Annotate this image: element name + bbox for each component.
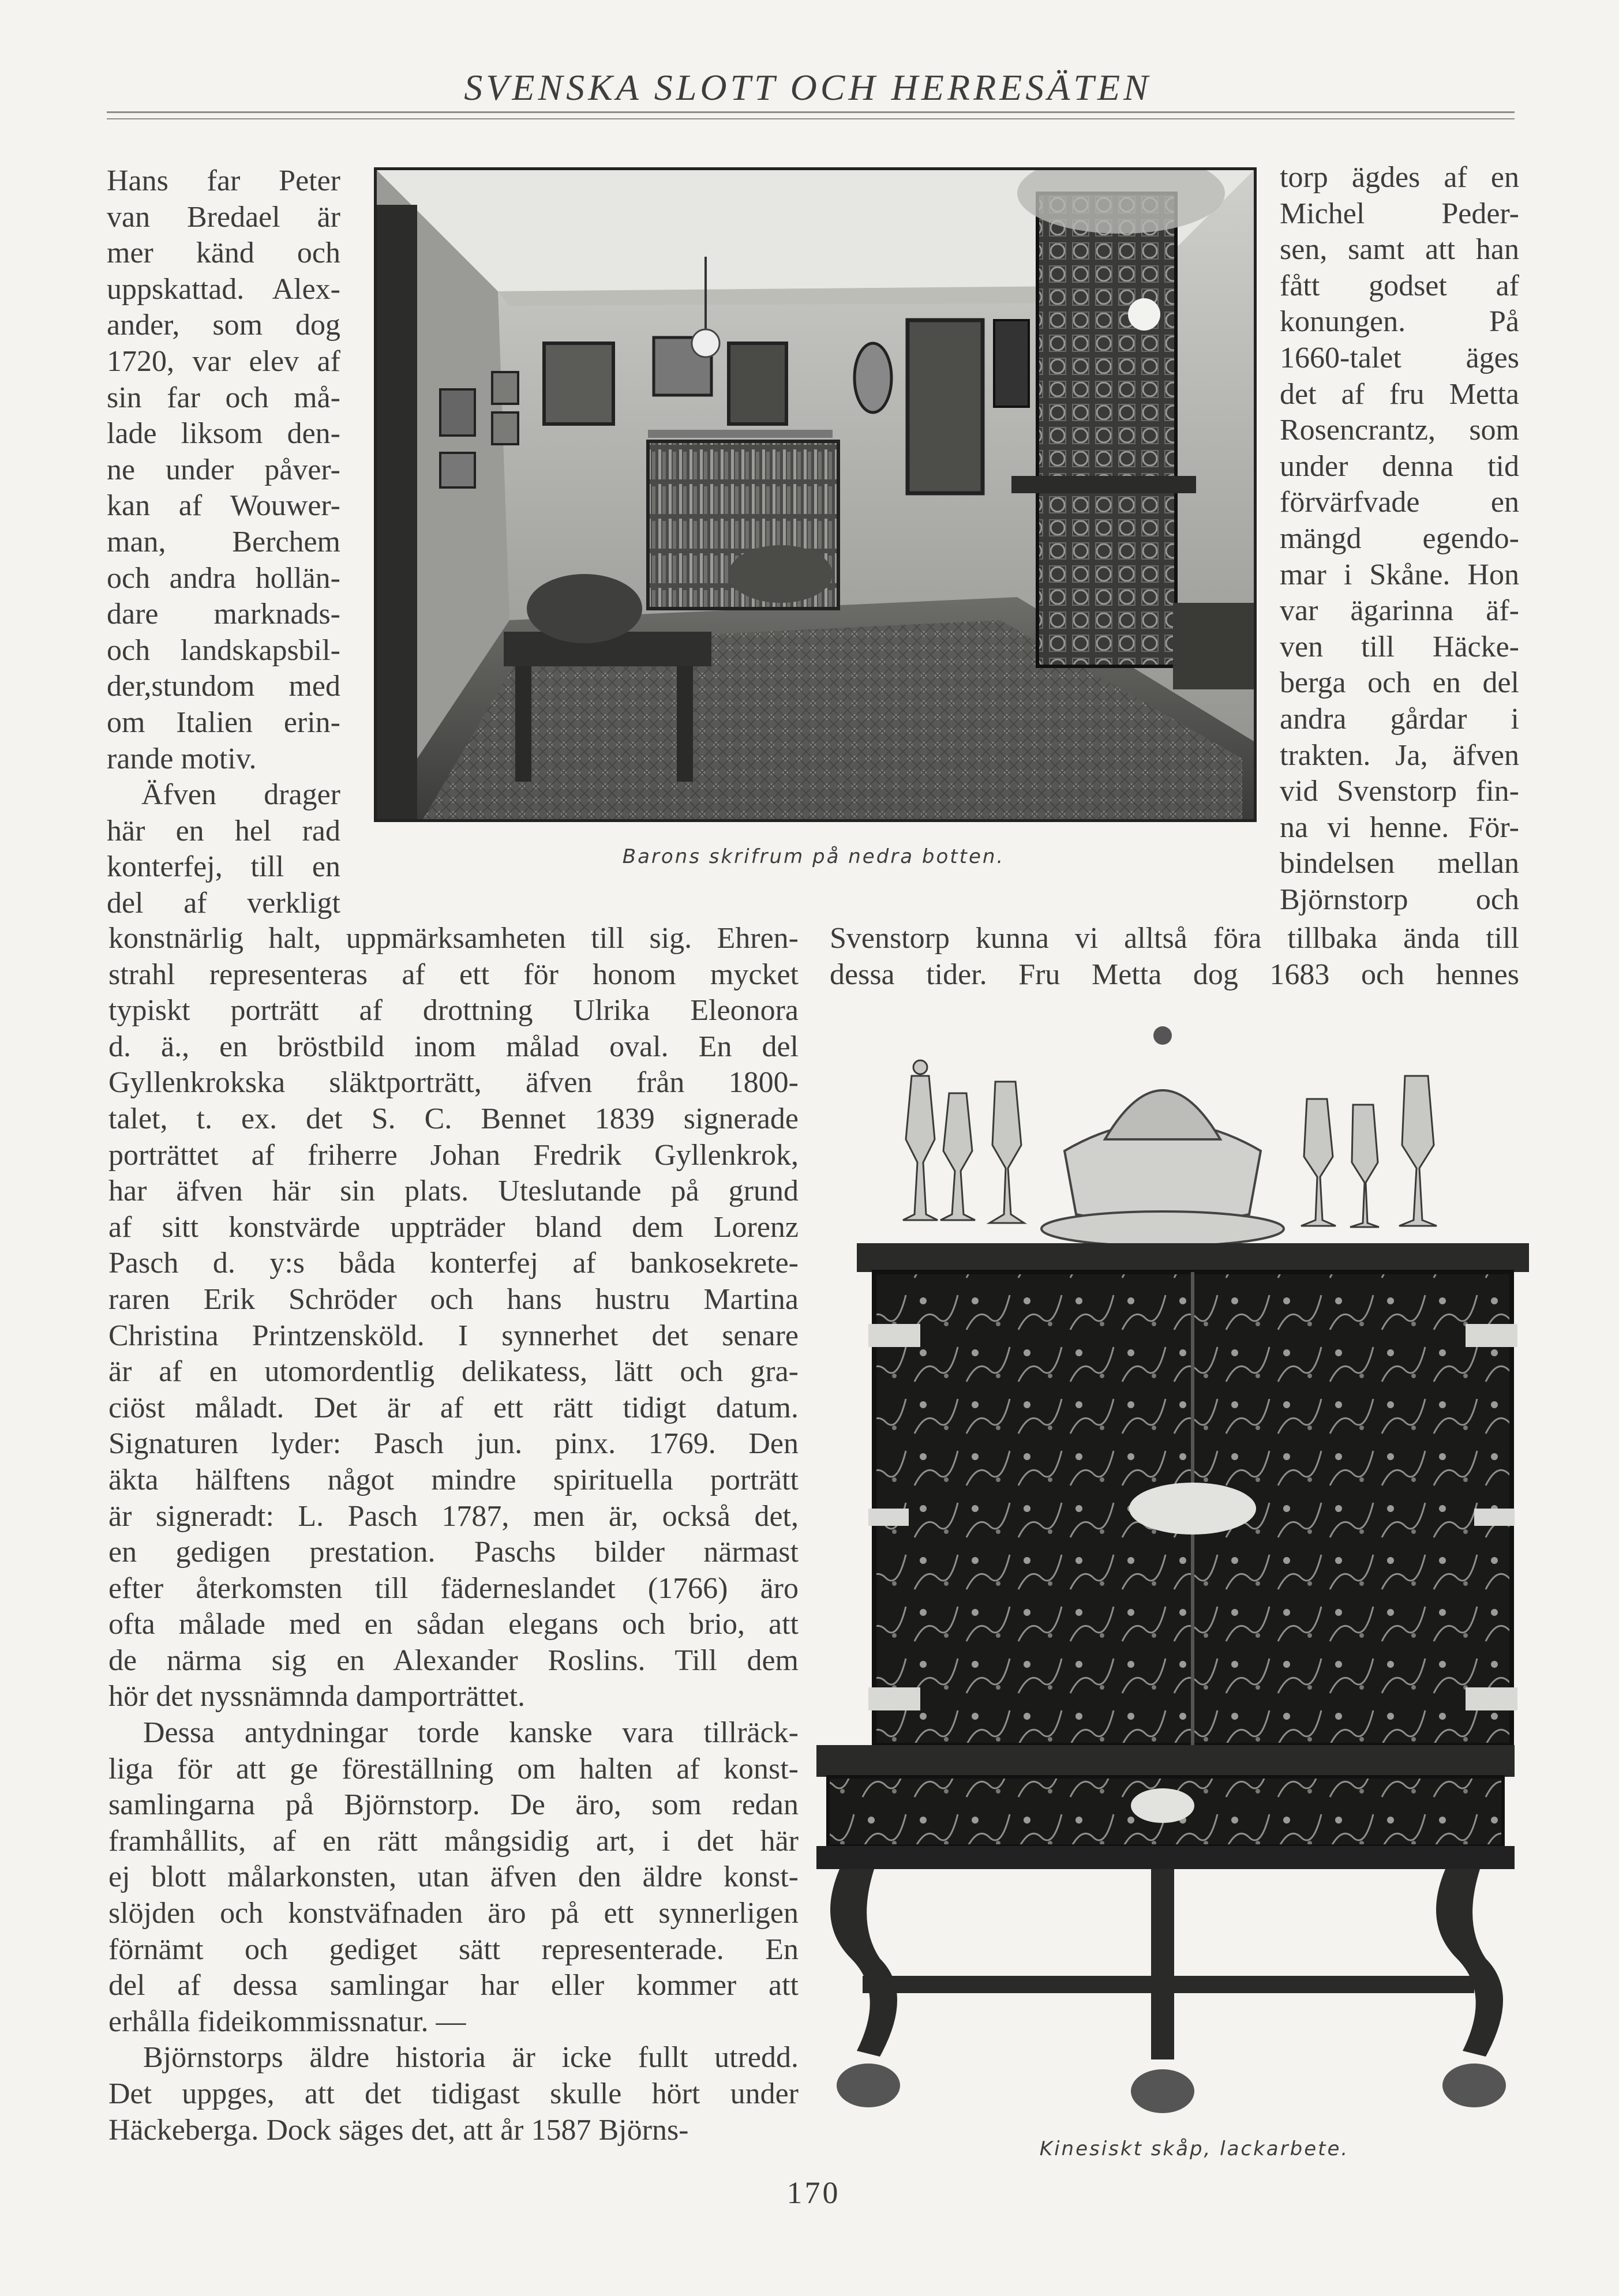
text-line: är signeradt: L. Pasch 1787, men är, också det, bbox=[108, 1499, 799, 1533]
text-line: Christina Printzensköld. I synnerhet det senare bbox=[108, 1319, 799, 1352]
cabinet-caption: Kinesiskt skåp, lackarbete. bbox=[1039, 2137, 1350, 2160]
text-line: ne under påver- bbox=[107, 453, 340, 486]
text-line: talet, t. ex. det S. C. Bennet 1839 signerade bbox=[108, 1102, 799, 1135]
text-line: mängd egendo- bbox=[1280, 522, 1519, 555]
text-line: efter återkomsten till fäderneslandet (1766) äro bbox=[108, 1571, 799, 1605]
room-photograph bbox=[374, 167, 1257, 822]
text-line: Hans far Peter bbox=[107, 164, 340, 197]
text-line: om Italien erin- bbox=[107, 706, 340, 739]
text-line: det af fru Metta bbox=[1280, 377, 1519, 411]
text-line: ciöst måladt. Det är af ett rätt tidigt datum. bbox=[108, 1391, 799, 1424]
left-column-top bbox=[107, 163, 340, 921]
page-number: 170 bbox=[786, 2175, 841, 2210]
running-title: SVENSKA SLOTT OCH HERRESÄTEN bbox=[464, 67, 1152, 108]
text-line: berga och en del bbox=[1280, 666, 1519, 700]
text-line: slöjden och konstväfnaden äro på ett synnerligen bbox=[108, 1897, 799, 1930]
text-line: fått godset af bbox=[1280, 269, 1519, 302]
text-line: Pasch d. y:s båda konterfej af bankosekrete- bbox=[108, 1247, 799, 1280]
text-line: van Bredael är bbox=[107, 200, 340, 234]
text-line: d. ä., en bröstbild inom målad oval. En del bbox=[108, 1030, 799, 1063]
text-line: Rosencrantz, som bbox=[1280, 414, 1519, 447]
text-line: dessa tider. Fru Metta dog 1683 och hennes bbox=[830, 958, 1519, 991]
text-line: kan af Wouwer- bbox=[107, 489, 340, 523]
text-line: mar i Skåne. Hon bbox=[1280, 558, 1519, 591]
text-line: konstnärlig halt, uppmärksamheten till sig. Ehren- bbox=[108, 922, 799, 955]
text-line: äkta hälftens något mindre spirituella porträtt bbox=[108, 1463, 799, 1496]
left-column-bottom bbox=[108, 921, 799, 2148]
cabinet-photograph bbox=[805, 1024, 1529, 2129]
text-line: sin far och må- bbox=[107, 381, 340, 414]
text-line: na vi henne. För- bbox=[1280, 811, 1519, 844]
text-line: erhålla fideikommissnatur. — bbox=[108, 2005, 466, 2038]
text-line: under denna tid bbox=[1280, 449, 1519, 483]
text-line: de närma sig en Alexander Roslins. Till dem bbox=[108, 1644, 799, 1677]
text-line: Svenstorp kunna vi alltså föra tillbaka ända till bbox=[830, 922, 1519, 955]
text-line: del af verkligt bbox=[107, 886, 340, 920]
text-line: här en hel rad bbox=[107, 814, 340, 847]
text-line: konterfej, till en bbox=[107, 850, 340, 884]
text-line: 1720, var elev af bbox=[107, 344, 340, 378]
text-line: Björnstorp och bbox=[1280, 883, 1519, 916]
text-line: ej blott målarkonsten, utan äfven den äldre konst- bbox=[108, 1860, 799, 1894]
text-line: bindelsen mellan bbox=[1280, 847, 1519, 880]
text-line: rande motiv. bbox=[107, 742, 257, 775]
text-line: förvärfvade en bbox=[1280, 486, 1519, 519]
text-line: hör det nyssnämnda damporträttet. bbox=[108, 1680, 526, 1713]
text-line: man, Berchem bbox=[107, 525, 340, 558]
text-line: Det uppges, att det tidigast skulle hört under bbox=[108, 2077, 799, 2110]
text-line: raren Erik Schröder och hans hustru Martina bbox=[108, 1282, 799, 1316]
text-line: uppskattad. Alex- bbox=[107, 272, 340, 306]
text-line: Gyllenkrokska släktporträtt, äfven från 1800- bbox=[108, 1066, 799, 1100]
text-line: har äfven här sin plats. Uteslutande på grund bbox=[108, 1175, 799, 1208]
text-line: trakten. Ja, äfven bbox=[1280, 738, 1519, 772]
text-line: sen, samt att han bbox=[1280, 233, 1519, 267]
right-column-continuation bbox=[830, 921, 1519, 993]
text-line: en gedigen prestation. Paschs bilder närmast bbox=[108, 1536, 799, 1569]
text-line: framhållits, af en rätt mångsidig art, i det här bbox=[108, 1824, 799, 1858]
text-line: Häckeberga. Dock säges det, att år 1587 Björns- bbox=[108, 2113, 689, 2147]
text-line: Signaturen lyder: Pasch jun. pinx. 1769. Den bbox=[108, 1427, 799, 1461]
text-line: förnämt och gediget sätt representerade. En bbox=[108, 1933, 799, 1966]
text-line: af sitt konstvärde uppträder bland dem Lorenz bbox=[108, 1210, 799, 1244]
right-column-top bbox=[1280, 160, 1519, 918]
text-line: torp ägdes af en bbox=[1280, 161, 1519, 194]
text-line: del af dessa samlingar har eller kommer att bbox=[108, 1969, 799, 2002]
text-line: 1660-talet äges bbox=[1280, 341, 1519, 374]
text-line: der,stundom med bbox=[107, 670, 340, 703]
text-line: är af en utomordentlig delikatess, lätt och gra- bbox=[108, 1355, 799, 1389]
text-line: samlingarna på Björnstorp. De äro, som redan bbox=[108, 1788, 799, 1822]
text-line: Äfven drager bbox=[141, 778, 340, 812]
text-line: konungen. På bbox=[1280, 305, 1519, 339]
text-line: ofta målade med en sådan elegans och brio, att bbox=[108, 1608, 799, 1641]
text-line: var ägarinna äf- bbox=[1280, 594, 1519, 628]
text-line: Dessa antydningar torde kanske vara tillräck- bbox=[143, 1716, 799, 1750]
room-caption: Barons skrifrum på nedra botten. bbox=[622, 845, 1005, 868]
text-line: typiskt porträtt af drottning Ulrika Eleonora bbox=[108, 994, 799, 1027]
text-line: dare marknads- bbox=[107, 598, 340, 631]
text-line: Michel Peder- bbox=[1280, 197, 1519, 230]
text-line: porträttet af friherre Johan Fredrik Gyllenkrok, bbox=[108, 1138, 799, 1172]
text-line: lade liksom den- bbox=[107, 417, 340, 451]
text-line: mer känd och bbox=[107, 237, 340, 270]
header-rule bbox=[107, 111, 1515, 113]
text-line: ander, som dog bbox=[107, 309, 340, 342]
text-line: strahl representeras af ett för honom mycket bbox=[108, 958, 799, 991]
text-line: liga för att ge föreställning om halten af konst- bbox=[108, 1752, 799, 1785]
header-rule-thin bbox=[107, 118, 1515, 119]
text-line: vid Svenstorp fin- bbox=[1280, 775, 1519, 808]
text-line: ven till Häcke- bbox=[1280, 630, 1519, 663]
text-line: Björnstorps äldre historia är icke fullt utredd. bbox=[143, 2041, 799, 2074]
text-line: och andra hollän- bbox=[107, 561, 340, 595]
text-line: andra gårdar i bbox=[1280, 702, 1519, 736]
text-line: och landskapsbil- bbox=[107, 633, 340, 667]
